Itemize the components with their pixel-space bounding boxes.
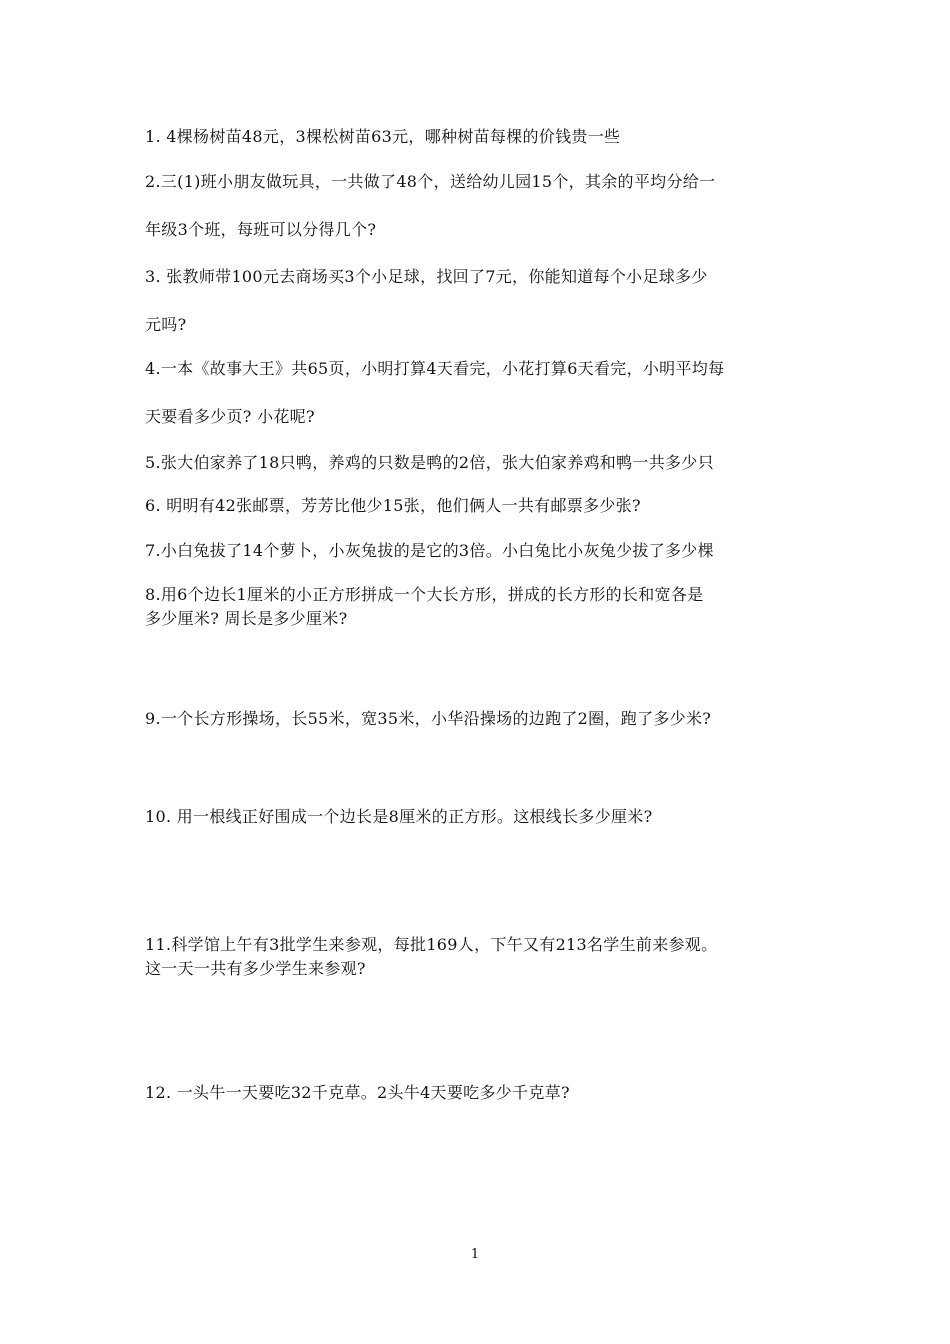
problem-4-line-2: 天要看多少页? 小花呢? <box>145 407 315 426</box>
problem-2-line-2: 年级3个班，每班可以分得几个? <box>145 220 377 239</box>
problem-3-line-1: 3. 张教师带100元去商场买3个小足球，找回了7元，你能知道每个小足球多少 <box>145 267 708 286</box>
problem-5-line-1: 5.张大伯家养了18只鸭，养鸡的只数是鸭的2倍，张大伯家养鸡和鸭一共多少只 <box>145 453 714 472</box>
problem-6-line-1: 6. 明明有42张邮票，芳芳比他少15张，他们俩人一共有邮票多少张? <box>145 496 641 515</box>
problem-11-line-2: 这一天一共有多少学生来参观? <box>145 959 366 978</box>
problem-7-line-1: 7.小白兔拔了14个萝卜，小灰兔拔的是它的3倍。小白兔比小灰兔少拔了多少棵 <box>145 541 714 560</box>
problem-10-line-1: 10. 用一根线正好围成一个边长是8厘米的正方形。这根线长多少厘米? <box>145 807 653 826</box>
problem-4-line-1: 4.一本《故事大王》共65页，小明打算4天看完，小花打算6天看完，小明平均每 <box>145 359 725 378</box>
problem-12-line-1: 12. 一头牛一天要吃32千克草。2头牛4天要吃多少千克草? <box>145 1083 570 1102</box>
problem-1-line-1: 1. 4棵杨树苗48元，3棵松树苗63元，哪种树苗每棵的价钱贵一些 <box>145 127 621 146</box>
problem-11-line-1: 11.科学馆上午有3批学生来参观，每批169人，下午又有213名学生前来参观。 <box>145 935 718 954</box>
page-number: 1 <box>470 1247 480 1262</box>
problem-9-line-1: 9.一个长方形操场，长55米，宽35米，小华沿操场的边跑了2圈，跑了多少米? <box>145 709 712 728</box>
problem-8-line-2: 多少厘米? 周长是多少厘米? <box>145 609 348 628</box>
problem-3-line-2: 元吗? <box>145 315 187 334</box>
problem-8-line-1: 8.用6个边长1厘米的小正方形拼成一个大长方形，拼成的长方形的长和宽各是 <box>145 585 704 604</box>
problem-2-line-1: 2.三(1)班小朋友做玩具，一共做了48个，送给幼儿园15个，其余的平均分给一 <box>145 172 716 191</box>
